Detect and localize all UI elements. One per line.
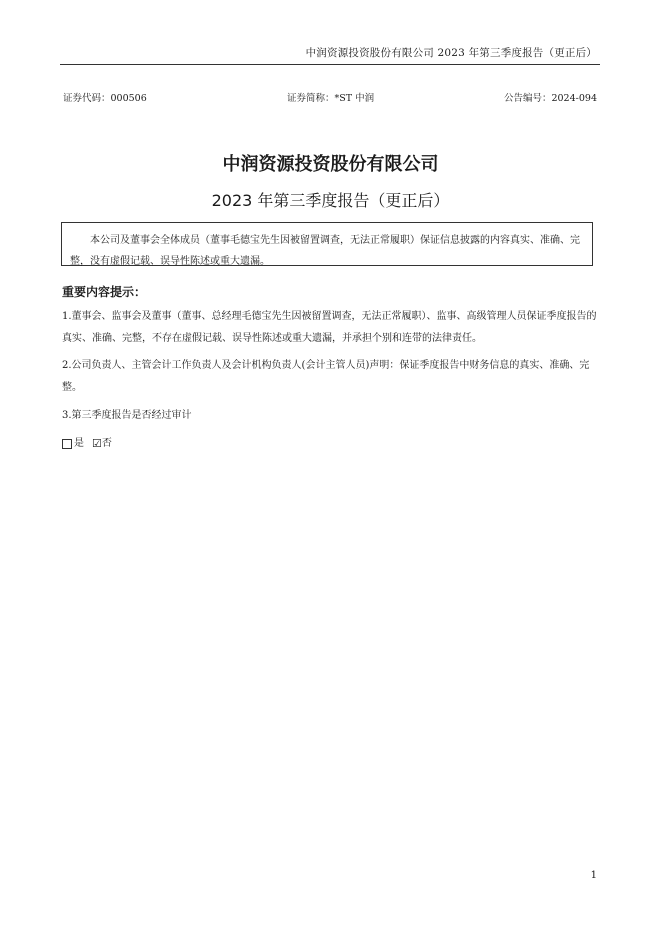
important-notice-heading: 重要内容提示：: [62, 285, 147, 299]
board-guarantee-text: 本公司及董事会全体成员（董事毛德宝先生因被留置调查，无法正常履职）保证信息披露的内容真实、准确、完整，没有虚假记载、误导性陈述或重大遗漏。: [70, 235, 580, 267]
checkbox-yes: [62, 439, 72, 449]
checkbox-no-checked-icon: ☑: [92, 437, 102, 450]
notice-item-2: 2.公司负责人、主管会计工作负责人及会计机构负责人(会计主管人员)声明：保证季度报告中财务信息的真实、准确、完整。: [62, 360, 590, 393]
header-divider: [60, 64, 600, 65]
option-no-label: 否: [101, 438, 112, 449]
company-title: 中润资源投资股份有限公司: [222, 154, 439, 175]
notice-item-3: 3.第三季度报告是否经过审计: [62, 410, 192, 421]
stock-abbreviation: 证券简称：*ST 中润: [287, 93, 375, 104]
audit-option-row: [62, 435, 112, 453]
running-header: 中润资源投资股份有限公司 2023 年第三季度报告（更正后）: [305, 47, 597, 59]
stock-code: 证券代码：000506: [63, 93, 147, 104]
report-title: 2023 年第三季度报告（更正后）: [211, 191, 450, 210]
option-yes-label: 是: [74, 438, 84, 449]
notice-number: 公告编号：2024-094: [503, 93, 597, 104]
notice-item-1: 1.董事会、监事会及董事（董事、总经理毛德宝先生因被留置调查，无法正常履职）、监事、高级管理人员保证季度报告的真实、准确、完整，不存在虚假记载、误导性陈述或重大遗漏，并承担个别和连带的法律责任。: [62, 311, 597, 344]
page-number: 1: [590, 870, 597, 881]
board-guarantee-box: [61, 222, 593, 266]
